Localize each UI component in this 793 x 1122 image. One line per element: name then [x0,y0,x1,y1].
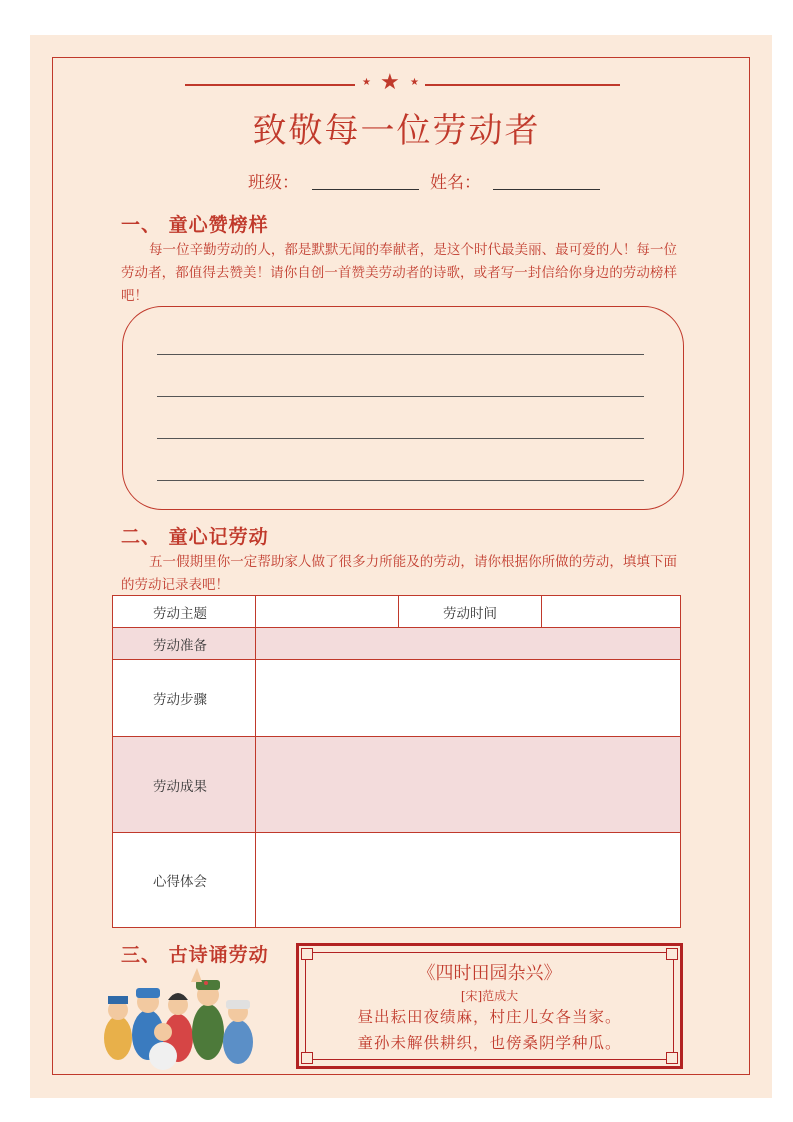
topic-label: 劳动主题 [113,596,256,628]
header-divider-left [185,84,355,86]
small-star-icon: ★ [362,77,371,88]
reflection-input-cell[interactable] [256,833,681,928]
poem-author: [宋]范成大 [460,989,519,1003]
page-title: 致敬每一位劳动者 [252,111,541,151]
section1-instructions: 每一位辛勤劳动的人，都是默默无闻的奉献者，是这个时代最美丽、最可爱的人！每一位劳动者，都值得去赞美！请你自创一首赞美劳动者的诗歌，或者写一封信给你身边的劳动榜样吧！ [121,242,677,304]
workers-illustration [78,960,263,1070]
frame-corner-ornament [301,1052,313,1064]
poem-line-1: 昼出耘田夜绩麻，村庄儿女各当家。 [357,1008,622,1026]
time-label: 劳动时间 [399,596,542,628]
result-label: 劳动成果 [113,737,256,833]
name-field[interactable] [493,189,600,190]
class-field[interactable] [312,189,419,190]
section3-heading: 三、 古诗诵劳动 [121,944,269,966]
reflection-label: 心得体会 [113,833,256,928]
header-divider-right [425,84,620,86]
table-row [113,833,681,928]
table-row [113,628,681,660]
star-icon: ★ [380,70,400,95]
section2-heading: 二、 童心记劳动 [121,526,269,548]
writing-line[interactable] [157,396,644,397]
topic-input-cell[interactable] [256,596,399,628]
writing-line[interactable] [157,354,644,355]
poem-frame [296,943,683,1069]
writing-line[interactable] [157,480,644,481]
steps-label: 劳动步骤 [113,660,256,737]
writing-line[interactable] [157,438,644,439]
steps-input-cell[interactable] [256,660,681,737]
small-star-icon: ★ [410,77,419,88]
name-label: 姓名： [430,173,481,193]
time-input-cell[interactable] [542,596,681,628]
poem-title: 《四时田园杂兴》 [417,963,562,984]
frame-corner-ornament [666,1052,678,1064]
section2-instructions: 五一假期里你一定帮助家人做了很多力所能及的劳动，请你根据你所做的劳动，填填下面的劳动记录表吧！ [121,554,677,593]
table-row [113,737,681,833]
poem-line-2: 童孙未解供耕织，也傍桑阴学种瓜。 [357,1034,622,1052]
result-input-cell[interactable] [256,737,681,833]
prep-label: 劳动准备 [113,628,256,660]
table-row [113,596,681,628]
labor-record-table [112,595,681,928]
table-row [113,660,681,737]
prep-input-cell[interactable] [256,628,681,660]
class-label: 班级： [248,173,299,193]
section1-heading: 一、 童心赞榜样 [121,214,269,236]
